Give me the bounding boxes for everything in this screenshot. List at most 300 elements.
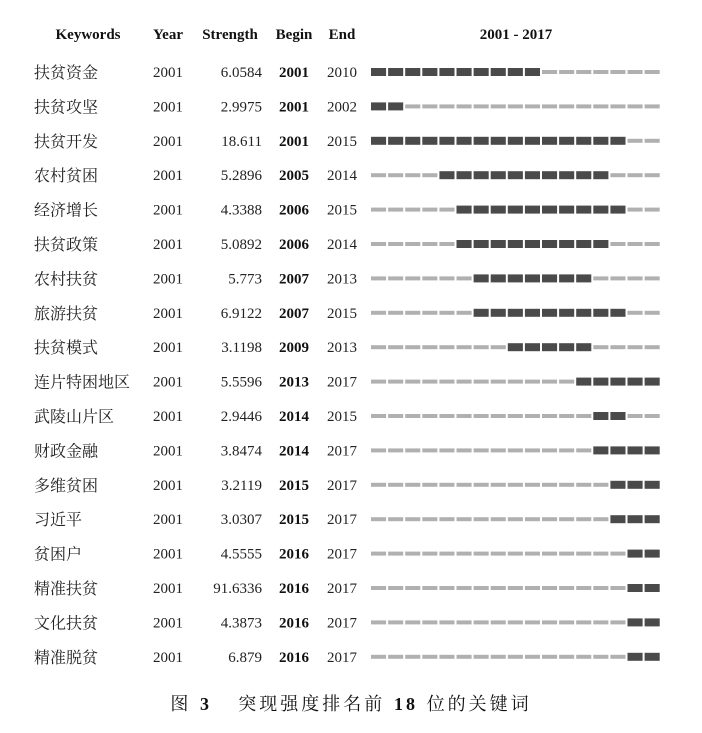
begin-year: 2006 [279,237,309,253]
burst-timeline [371,206,660,214]
burst-segment-inactive [542,104,557,108]
burst-segment-inactive [388,173,403,177]
burst-segment-active [525,343,540,351]
end-year: 2013 [327,271,357,288]
burst-segment-inactive [439,311,454,315]
burst-segment-active [593,378,608,386]
burst-timeline [371,550,660,558]
keyword-label: 扶贫政策 [34,235,99,254]
strength-value: 3.2119 [221,477,262,494]
header-year: Year [153,27,183,43]
burst-segment-inactive [439,586,454,590]
keyword-label: 扶贫开发 [34,131,99,151]
strength-value: 5.0892 [220,237,262,253]
burst-segment-inactive [559,70,574,74]
burst-segment-active [610,481,625,489]
burst-segment-inactive [508,483,523,487]
burst-timeline [371,653,660,661]
burst-segment-inactive [491,448,506,452]
burst-segment-active [610,206,625,214]
burst-segment-inactive [457,380,472,384]
burst-segment-inactive [491,655,506,659]
burst-segment-inactive [371,620,386,624]
year-value: 2001 [153,512,183,529]
burst-segment-inactive [525,448,540,452]
burst-segment-inactive [525,483,540,487]
caption-text: 突现强度排名前 [238,694,386,715]
begin-year: 2016 [279,615,309,632]
burst-segment-inactive [457,517,472,521]
burst-segment-active [559,206,574,214]
burst-segment-active [371,137,386,145]
burst-segment-inactive [628,139,643,143]
burst-segment-inactive [474,620,489,624]
keyword-label: 精准脱贫 [34,647,99,667]
begin-year: 2009 [279,340,309,357]
burst-segment-active [405,68,420,76]
burst-segment-inactive [628,345,643,349]
burst-segment-inactive [559,483,574,487]
burst-segment-inactive [457,276,472,280]
burst-segment-inactive [542,448,557,452]
burst-segment-active [593,309,608,317]
end-year: 2015 [327,305,357,322]
burst-segment-active [559,171,574,179]
strength-value: 3.8474 [220,443,262,460]
burst-segment-inactive [593,655,608,659]
burst-segment-inactive [405,208,420,212]
burst-segment-inactive [559,586,574,590]
burst-segment-inactive [405,620,420,624]
burst-segment-active [610,137,625,145]
burst-timeline [371,240,660,248]
year-value: 2001 [153,133,183,150]
burst-segment-active [491,137,506,145]
keyword-label: 连片特困地区 [34,372,131,392]
end-year: 2010 [327,65,357,81]
burst-segment-active [422,137,437,145]
burst-segment-active [405,137,420,145]
keyword-row [34,304,660,323]
burst-segment-inactive [405,552,420,556]
keyword-row [34,441,660,460]
year-value: 2001 [153,649,183,666]
burst-segment-active [542,240,557,248]
burst-segment-inactive [645,345,660,349]
year-value: 2001 [153,374,183,391]
burst-segment-active [474,137,489,145]
burst-segment-inactive [508,104,523,108]
begin-year: 2013 [279,374,309,391]
burst-segment-inactive [628,173,643,177]
burst-segment-inactive [508,620,523,624]
begin-year: 2001 [279,133,309,150]
burst-segment-inactive [610,586,625,590]
burst-segment-inactive [645,414,660,418]
burst-segment-inactive [576,104,591,108]
burst-segment-inactive [457,311,472,315]
burst-segment-active [457,137,472,145]
burst-segment-inactive [457,345,472,349]
burst-segment-active [439,137,454,145]
burst-timeline [371,515,660,523]
burst-segment-inactive [422,104,437,108]
end-year: 2015 [327,133,357,150]
burst-segment-inactive [439,104,454,108]
burst-segment-active [593,412,608,420]
burst-timeline [371,446,660,454]
burst-timeline [371,137,660,145]
burst-segment-active [474,171,489,179]
burst-segment-inactive [508,586,523,590]
keyword-row [34,579,660,598]
keyword-label: 习近平 [34,510,83,530]
keyword-row [34,407,660,426]
burst-segment-inactive [645,139,660,143]
burst-segment-inactive [610,104,625,108]
burst-segment-inactive [645,70,660,74]
burst-segment-inactive [474,552,489,556]
year-value: 2001 [153,581,183,597]
burst-segment-inactive [457,620,472,624]
burst-segment-inactive [405,483,420,487]
burst-segment-active [645,618,660,626]
burst-segment-inactive [405,655,420,659]
burst-segment-inactive [457,414,472,418]
header-begin: Begin [275,27,313,43]
strength-value: 4.3873 [220,615,262,632]
end-year: 2015 [327,409,357,425]
keyword-row [34,476,660,495]
burst-segment-inactive [645,104,660,108]
burst-timeline [371,343,660,351]
begin-year: 2015 [279,512,309,529]
burst-segment-inactive [610,70,625,74]
keyword-label: 扶贫资金 [34,63,99,82]
burst-segment-active [508,343,523,351]
burst-segment-inactive [388,483,403,487]
burst-segment-inactive [576,70,591,74]
burst-segment-inactive [542,620,557,624]
burst-segment-inactive [474,380,489,384]
caption-count: 18 [393,694,418,714]
year-value: 2001 [153,615,183,632]
year-value: 2001 [153,546,183,563]
burst-segment-active [593,446,608,454]
burst-segment-inactive [525,517,540,521]
burst-segment-inactive [371,414,386,418]
burst-segment-inactive [559,620,574,624]
burst-segment-active [508,274,523,282]
burst-segment-inactive [422,242,437,246]
end-year: 2017 [327,615,357,632]
burst-segment-inactive [559,517,574,521]
burst-segment-active [593,171,608,179]
burst-segment-inactive [371,311,386,315]
keyword-row [34,373,660,392]
burst-segment-inactive [405,173,420,177]
burst-segment-inactive [593,483,608,487]
burst-segment-active [508,206,523,214]
burst-segment-active [559,343,574,351]
burst-segment-inactive [525,380,540,384]
header-timeline: 2001 - 2017 [479,27,553,43]
burst-segment-inactive [405,104,420,108]
burst-segment-active [474,309,489,317]
year-value: 2001 [153,168,183,185]
burst-segment-inactive [610,655,625,659]
burst-segment-active [628,584,643,592]
strength-value: 91.6336 [213,581,262,597]
end-year: 2017 [327,512,357,529]
burst-segment-inactive [371,345,386,349]
keyword-rows [34,63,660,667]
caption-prefix: 图 [170,694,192,715]
burst-timeline [371,481,660,489]
burst-segment-inactive [525,655,540,659]
burst-segment-active [491,274,506,282]
burst-segment-inactive [405,311,420,315]
burst-segment-active [491,206,506,214]
burst-segment-active [508,68,523,76]
keyword-label: 财政金融 [34,441,99,461]
burst-segment-active [371,68,386,76]
burst-segment-inactive [525,586,540,590]
burst-segment-inactive [542,70,557,74]
burst-segment-active [474,240,489,248]
burst-segment-inactive [593,104,608,108]
burst-segment-inactive [542,517,557,521]
year-value: 2001 [153,477,183,494]
keyword-row [34,132,660,151]
keyword-label: 扶贫模式 [34,338,99,358]
burst-segment-active [525,171,540,179]
burst-segment-inactive [405,345,420,349]
burst-segment-active [628,515,643,523]
burst-segment-inactive [457,586,472,590]
burst-segment-inactive [422,173,437,177]
burst-segment-inactive [491,586,506,590]
burst-segment-inactive [388,552,403,556]
header-row [56,27,553,43]
burst-segment-inactive [525,104,540,108]
burst-segment-inactive [439,345,454,349]
burst-segment-inactive [542,655,557,659]
burst-segment-active [542,171,557,179]
burst-segment-inactive [491,345,506,349]
burst-segment-active [525,240,540,248]
burst-segment-inactive [576,448,591,452]
year-value: 2001 [153,271,183,288]
strength-value: 2.9975 [220,99,262,116]
burst-segment-inactive [645,208,660,212]
burst-segment-inactive [405,517,420,521]
burst-segment-inactive [474,586,489,590]
strength-value: 6.0584 [220,65,262,81]
burst-segment-active [645,481,660,489]
burst-timeline [371,274,660,282]
burst-segment-inactive [593,517,608,521]
burst-segment-active [525,206,540,214]
figure-caption [0,690,702,716]
burst-segment-inactive [474,414,489,418]
burst-timeline [371,412,660,420]
burst-segment-inactive [439,552,454,556]
burst-segment-active [628,550,643,558]
end-year: 2002 [327,99,357,116]
burst-segment-active [491,171,506,179]
burst-timeline [371,309,660,317]
burst-segment-inactive [645,311,660,315]
burst-segment-active [525,309,540,317]
burst-segment-active [576,240,591,248]
begin-year: 2006 [279,202,309,219]
burst-segment-inactive [491,380,506,384]
year-value: 2001 [153,99,183,116]
burst-segment-inactive [371,552,386,556]
burst-segment-inactive [457,552,472,556]
burst-segment-inactive [610,345,625,349]
burst-segment-inactive [388,345,403,349]
burst-segment-inactive [576,620,591,624]
burst-segment-active [542,206,557,214]
burst-segment-active [628,618,643,626]
burst-segment-active [542,137,557,145]
keyword-label: 农村贫困 [34,166,99,186]
burst-segment-active [559,240,574,248]
burst-segment-inactive [422,311,437,315]
burst-segment-active [457,171,472,179]
end-year: 2017 [327,443,357,460]
burst-segment-active [576,171,591,179]
burst-segment-active [491,240,506,248]
burst-segment-inactive [388,448,403,452]
burst-segment-inactive [388,208,403,212]
burst-timeline [371,378,660,386]
burst-segment-inactive [422,276,437,280]
burst-segment-inactive [559,655,574,659]
begin-year: 2014 [279,409,309,425]
burst-segment-active [457,240,472,248]
burst-segment-inactive [388,586,403,590]
burst-segment-inactive [559,104,574,108]
burst-segment-inactive [422,517,437,521]
burst-segment-inactive [405,414,420,418]
burst-segment-active [559,309,574,317]
burst-segment-inactive [525,552,540,556]
burst-segment-inactive [422,448,437,452]
burst-segment-inactive [405,276,420,280]
burst-segment-active [422,68,437,76]
burst-segment-active [628,653,643,661]
burst-segment-inactive [610,552,625,556]
burst-segment-active [645,446,660,454]
keyword-label: 农村扶贫 [34,269,99,289]
burst-segment-active [576,378,591,386]
burst-segment-inactive [628,70,643,74]
keyword-row [34,338,660,357]
burst-segment-active [542,343,557,351]
year-value: 2001 [153,409,183,425]
burst-segment-inactive [628,104,643,108]
burst-segment-inactive [422,483,437,487]
keyword-label: 贫困户 [34,544,83,564]
burst-segment-inactive [371,448,386,452]
burst-segment-inactive [542,414,557,418]
burst-segment-active [525,68,540,76]
burst-segment-inactive [439,655,454,659]
burst-segment-inactive [422,345,437,349]
burst-segment-active [628,378,643,386]
year-value: 2001 [153,305,183,322]
burst-segment-inactive [542,586,557,590]
burst-segment-inactive [439,208,454,212]
burst-segment-inactive [388,276,403,280]
burst-segment-inactive [457,483,472,487]
burst-timeline [371,618,660,626]
burst-segment-inactive [628,414,643,418]
burst-segment-inactive [457,104,472,108]
burst-segment-inactive [576,586,591,590]
burst-segment-active [576,309,591,317]
burst-segment-inactive [576,552,591,556]
burst-segment-active [559,137,574,145]
burst-segment-active [593,206,608,214]
strength-value: 5.2896 [220,168,262,185]
burst-segment-inactive [371,483,386,487]
keyword-label: 武陵山片区 [34,407,115,426]
burst-segment-inactive [559,414,574,418]
end-year: 2017 [327,581,357,597]
begin-year: 2001 [279,99,309,116]
burst-segment-active [508,309,523,317]
burst-segment-active [508,171,523,179]
begin-year: 2005 [279,168,309,185]
keyword-row [34,201,660,220]
burst-segment-inactive [610,242,625,246]
strength-value: 5.773 [228,271,262,288]
burst-segment-inactive [491,620,506,624]
keyword-row [34,648,660,667]
burst-segment-active [576,206,591,214]
burst-segment-active [593,240,608,248]
burst-segment-inactive [559,380,574,384]
burst-segment-inactive [474,517,489,521]
burst-segment-inactive [508,517,523,521]
burst-segment-inactive [371,380,386,384]
burst-segment-inactive [559,552,574,556]
begin-year: 2016 [279,546,309,563]
burst-segment-active [559,274,574,282]
burst-segment-inactive [388,414,403,418]
strength-value: 3.0307 [220,512,262,529]
burst-segment-active [576,274,591,282]
keyword-label: 经济增长 [34,200,99,220]
burst-segment-active [457,68,472,76]
burst-segment-inactive [439,483,454,487]
keyword-label: 旅游扶贫 [34,303,99,323]
burst-segment-inactive [645,242,660,246]
burst-segment-inactive [457,655,472,659]
burst-segment-inactive [559,448,574,452]
burst-segment-inactive [474,483,489,487]
year-value: 2001 [153,443,183,460]
keyword-row [34,166,660,185]
strength-value: 4.5555 [220,546,262,563]
burst-segment-active [628,446,643,454]
burst-segment-inactive [439,242,454,246]
burst-segment-inactive [645,276,660,280]
